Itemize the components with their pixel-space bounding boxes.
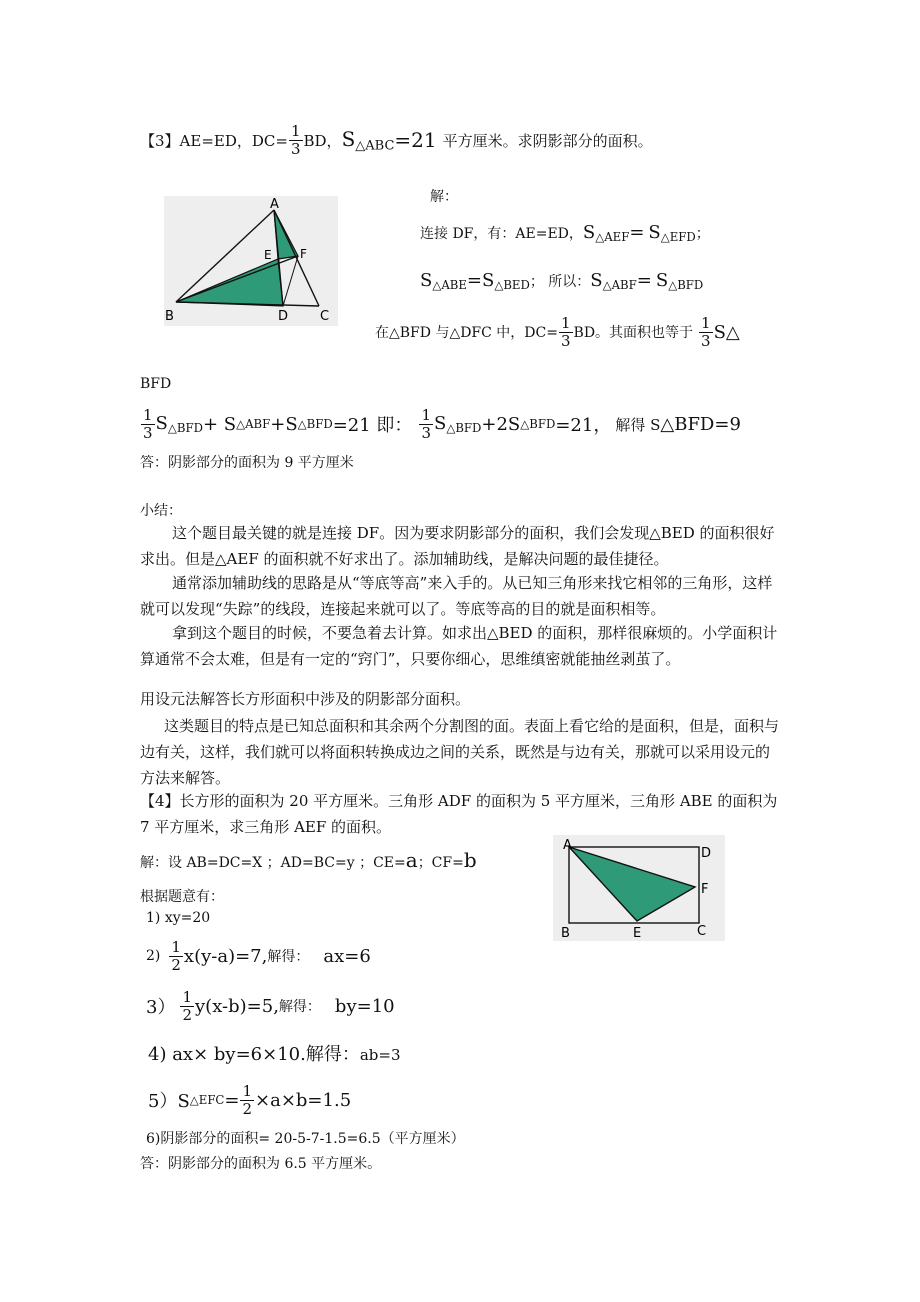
problem3-answer: 答：阴影部分的面积为 9 平方厘米 — [140, 455, 354, 471]
step-6: 6)阴影部分的面积= 20-5-7-1.5=6.5（平方厘米） — [146, 1131, 465, 1147]
label-B: B — [561, 926, 570, 941]
problem3-question: 平方厘米。求阴影部分的面积。 — [442, 131, 653, 150]
rectangle-diagram — [553, 835, 725, 941]
equation-line: $\frac{1}{3}$ $S_{\triangle BFD}$ + S △ABF +S △BFD =21 即： $\frac{1}{3}$ $S_{\triangle BFD}$ +2S △BFD =21， 解得 S △BFD =9 — [143, 405, 741, 442]
label-D: D — [701, 846, 712, 861]
problem4-given: 根据题意有： — [140, 889, 224, 905]
label-B: B — [165, 309, 174, 324]
triangle-diagram — [164, 196, 338, 326]
summary-title: 小结： — [140, 503, 182, 519]
fraction-one-third: $\frac{1}{3}$ — [290, 121, 301, 158]
problem4-let: 解：设 AB=DC=X ；AD=BC=y ；CE= a ；CF= b — [140, 848, 477, 872]
step-3: 3） $\frac{1}{2}$ y(x-b)=5, 解得： by=10 — [146, 987, 395, 1024]
label-F: F — [300, 247, 307, 261]
problem4-answer: 答：阴影部分的面积为 6.5 平方厘米。 — [140, 1156, 382, 1172]
step-1: 1) xy=20 — [146, 910, 211, 926]
problem3-label: 【3】 — [140, 131, 180, 150]
step-5: 5）S △EFC = $\frac{1}{2}$ ×a×b=1.5 — [148, 1081, 352, 1118]
label-E: E — [633, 926, 642, 941]
problem3-area-value: =21 — [394, 128, 437, 152]
problem4-text: 【4】长方形的面积为 20 平方厘米。三角形 ADF 的面积为 5 平方厘米，三角形 ABE 的面积为 7 平方厘米，求三角形 AEF 的面积。 — [140, 792, 778, 836]
section-title: 用设元法解答长方形面积中涉及的阴影部分面积。 — [140, 690, 471, 708]
triangle-figure — [164, 196, 338, 326]
label-D: D — [278, 309, 289, 324]
label-E: E — [264, 248, 272, 262]
area-symbol: $S_{\triangle ABC}$ — [341, 126, 395, 154]
label-F: F — [701, 882, 709, 897]
summary-paragraph-3: 拿到这个题目的时候，不要急着去计算。如求出△BED 的面积，那样很麻烦的。小学面积计算通常不会太难，但是有一定的“窍门”，只要你细心，思维缜密就能抽丝剥茧了。 — [140, 624, 778, 668]
label-A: A — [563, 838, 572, 853]
label-A: A — [270, 197, 279, 212]
section-intro: 这类题目的特点是已知总面积和其余两个分割图的面。表面上看它给的是面积，但是，面积与边有关，这样，我们就可以将面积转换成边之间的关系，既然是与边有关，那就可以采用设元的方法来解答。 — [140, 717, 780, 787]
rectangle-figure — [553, 835, 725, 941]
step-4: 4) ax× by=6×10.解得：ab=3 — [148, 1044, 401, 1065]
problem3-cond1: AE=ED，DC= — [179, 131, 288, 150]
solution-line-2: $S_{\triangle ABE}$ = $S_{\triangle BED}$ ； 所以： $S_{\triangle ABF}$ = $S_{\triangle BFD}$ — [420, 270, 704, 292]
problem3-header — [140, 120, 653, 160]
solution-line-1: 连接 DF，有：AE=ED， $S_{\triangle AEF}$ = $S_{\triangle EFD}$ ； — [420, 222, 710, 244]
solution-line-3: 在△BFD 与△DFC 中，DC= $\frac{1}{3}$ BD。其面积也等于 $\frac{1}{3}$ S△ — [375, 313, 740, 350]
label-C: C — [697, 924, 707, 939]
solution-label: 解： — [430, 189, 458, 205]
label-C: C — [320, 309, 330, 324]
problem3-cond2: BD， — [303, 131, 342, 150]
summary-paragraph-2: 通常添加辅助线的思路是从“等底等高”来入手的。从已知三角形来找它相邻的三角形，这样就可以发现“失踪”的线段，连接起来就可以了。等底等高的目的就是面积相等。 — [140, 574, 773, 618]
step-2: 2) $\frac{1}{2}$ x(y-a)=7, 解得： ax=6 — [146, 937, 371, 974]
solution-line-3-cont: BFD — [140, 376, 172, 392]
summary-paragraph-1: 这个题目最关键的就是连接 DF。因为要求阴影部分的面积，我们会发现△BED 的面积很好求出。但是△AEF 的面积就不好求出了。添加辅助线，是解决问题的最佳捷径。 — [140, 524, 775, 568]
